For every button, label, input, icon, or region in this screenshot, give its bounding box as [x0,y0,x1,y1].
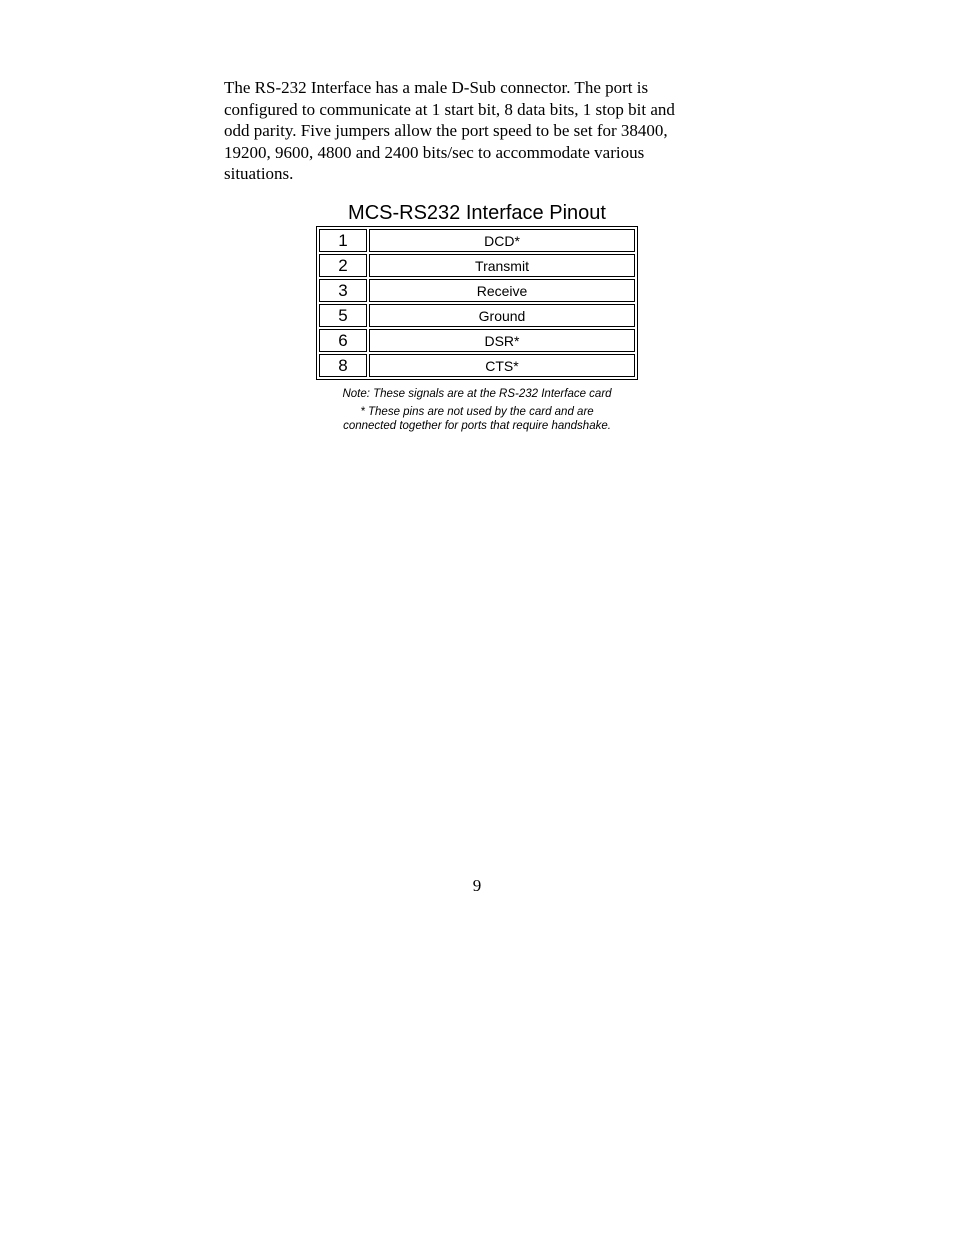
table-row [319,279,635,302]
pin-number: 6 [319,329,367,352]
pin-number: 3 [319,279,367,302]
signal-name: Transmit [369,254,635,277]
pin-number: 8 [319,354,367,377]
signal-name: Receive [369,279,635,302]
table-row [319,304,635,327]
signal-name: CTS* [369,354,635,377]
pin-number: 2 [319,254,367,277]
signal-name: DSR* [369,329,635,352]
table-note-signals: Note: These signals are at the RS-232 Interface card [342,388,612,400]
table-row [319,229,635,252]
pinout-table [316,226,638,380]
signal-name: Ground [369,304,635,327]
page-number: 9 [472,876,482,895]
signal-name: DCD* [369,229,635,252]
table-row [319,254,635,277]
table-note-unused-pins: * These pins are not used by the card and are connected together for ports that require handshake. [343,406,611,432]
pin-number: 5 [319,304,367,327]
table-row [319,329,635,352]
intro-paragraph: The RS-232 Interface has a male D-Sub connector. The port is configured to communicate at 1 start bit, 8 data bits, 1 stop bit and odd parity. Five jumpers allow the port speed to be set for 38400, 19200, 9600, 4800 and 2400 bits/sec to accommodate various situations. [224,78,675,183]
table-title: MCS-RS232 Interface Pinout [348,202,606,224]
pin-number: 1 [319,229,367,252]
table-row [319,354,635,377]
